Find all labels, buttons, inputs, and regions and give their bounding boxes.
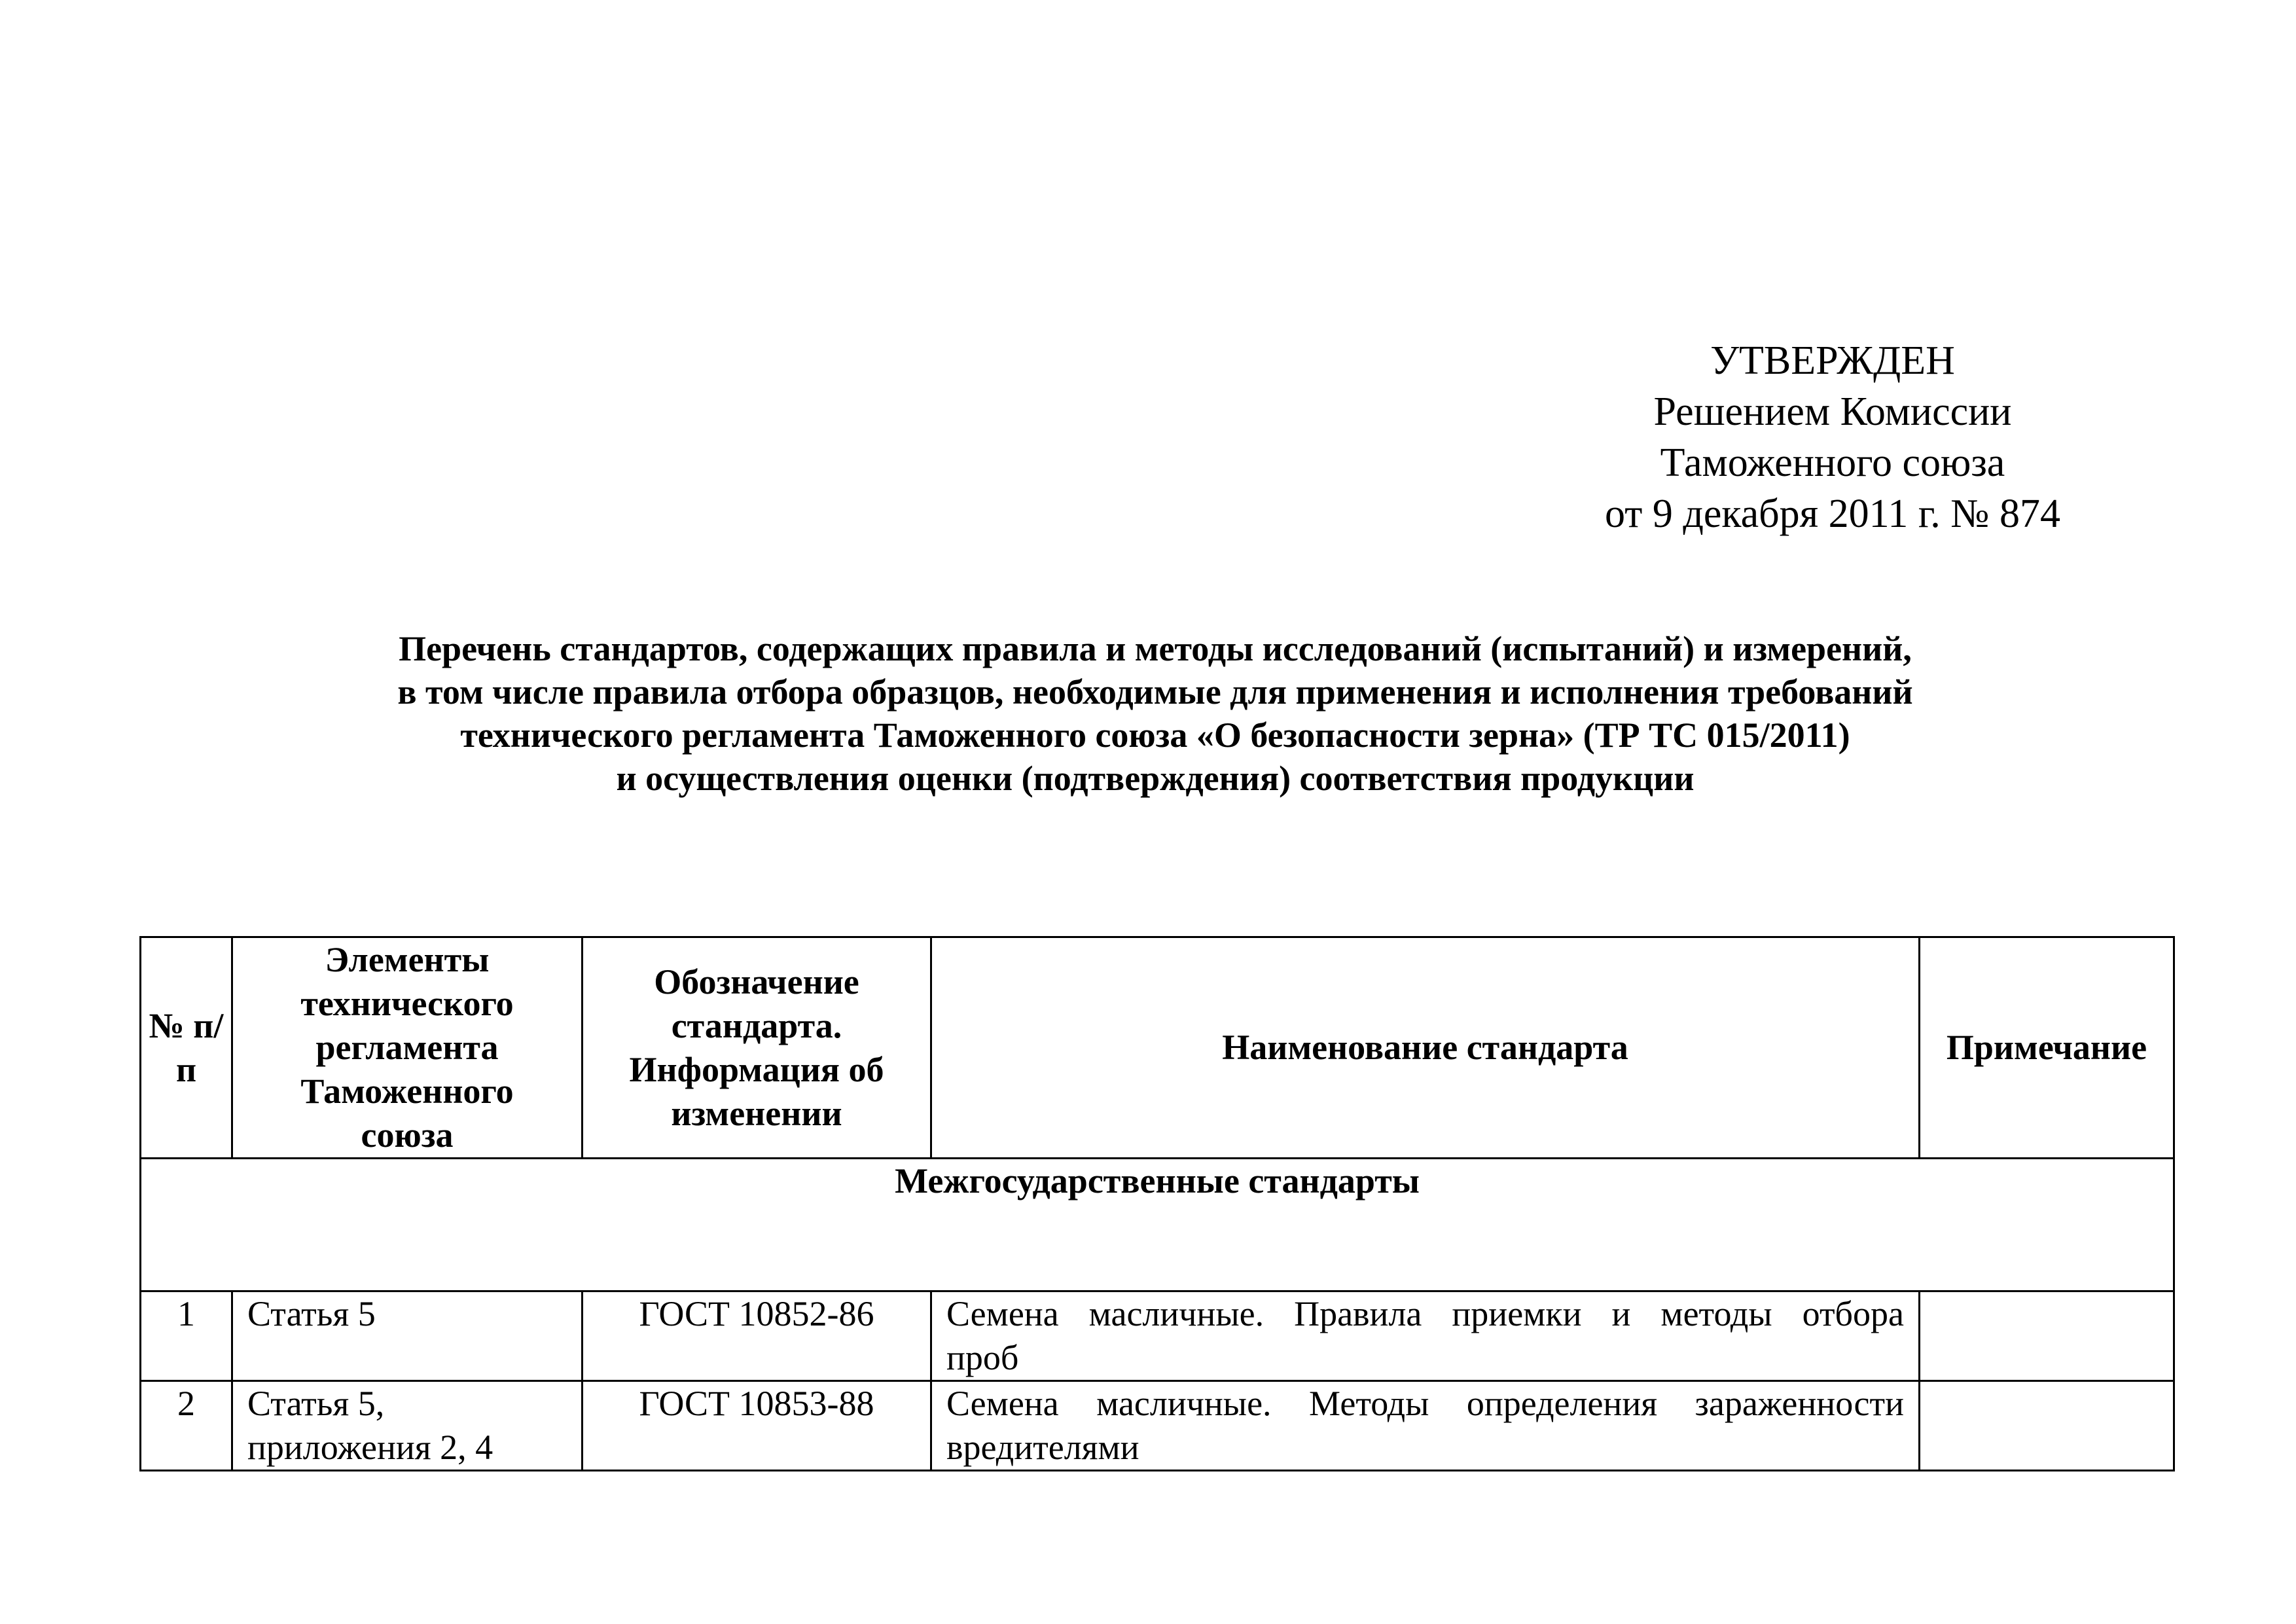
row-designation: ГОСТ 10852-86 — [583, 1291, 931, 1381]
table-row — [141, 1291, 2174, 1381]
table-header-row — [141, 937, 2174, 1159]
section-title: Межгосударственные стандарты — [141, 1159, 2174, 1291]
title-line: Перечень стандартов, содержащих правила и методы исследований (испытаний) и измерений, — [399, 629, 1912, 668]
row-elements: Статья 5, приложения 2, 4 — [232, 1381, 583, 1471]
row-elements: Статья 5 — [232, 1291, 583, 1381]
header-designation: Обозначение стандарта. Информация об изменении — [583, 937, 931, 1159]
standard-name-line: Семена масличные. Методы определения зараженности — [946, 1384, 1904, 1423]
title-line: и осуществления оценки (подтверждения) соответствия продукции — [616, 759, 1695, 798]
row-note — [1920, 1291, 2174, 1381]
header-note: Примечание — [1920, 937, 2174, 1159]
row-num: 1 — [141, 1291, 232, 1381]
standards-table — [139, 936, 2175, 1471]
approval-line-customs-union: Таможенного союза — [1660, 441, 2005, 485]
standard-name-line: Семена масличные. Правила приемки и методы отбора — [946, 1294, 1904, 1333]
title-line: в том числе правила отбора образцов, необходимые для применения и исполнения требований — [397, 672, 1913, 712]
standard-name-line: вредителями — [946, 1428, 1139, 1467]
standard-name-line: проб — [946, 1338, 1019, 1377]
approval-line-decision: Решением Комиссии — [1653, 389, 2012, 434]
header-name: Наименование стандарта — [931, 937, 1920, 1159]
approval-block — [1525, 335, 2140, 539]
row-designation: ГОСТ 10853-88 — [583, 1381, 931, 1471]
row-note — [1920, 1381, 2174, 1471]
row-num: 2 — [141, 1381, 232, 1471]
approval-line-approved: УТВЕРЖДЕН — [1710, 338, 1955, 383]
header-elements: Элементы технического регламента Таможенного союза — [232, 937, 583, 1159]
table-row — [141, 1381, 2174, 1471]
document-title — [196, 627, 2114, 800]
row-standard-name — [931, 1291, 1920, 1381]
row-standard-name — [931, 1381, 1920, 1471]
header-num: № п/п — [141, 937, 232, 1159]
title-line: технического регламента Таможенного союза «О безопасности зерна» (ТР ТС 015/2011) — [460, 715, 1850, 755]
section-row — [141, 1159, 2174, 1291]
approval-line-date-number: от 9 декабря 2011 г. № 874 — [1605, 492, 2060, 536]
